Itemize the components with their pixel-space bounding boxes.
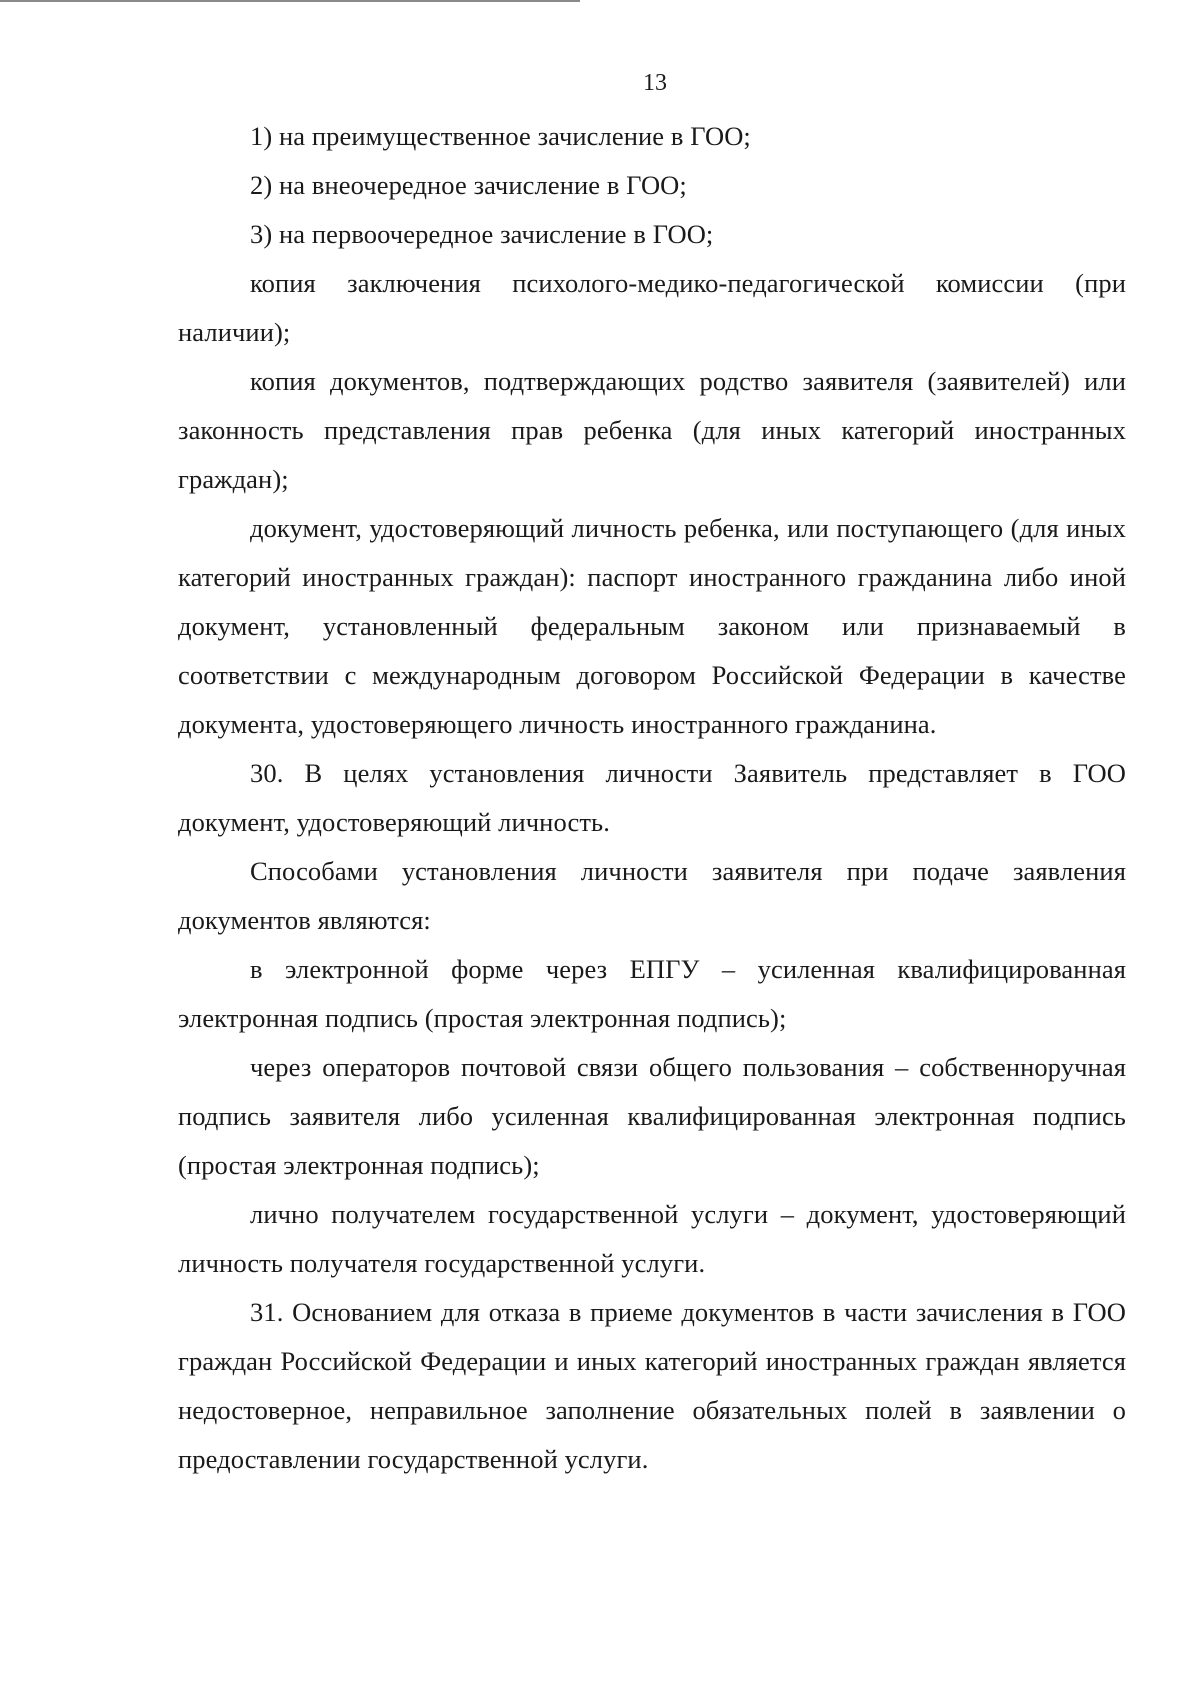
paragraph-in-person: лично получателем государственной услуги – документ, удостоверяющий личность получателя государственной услуги.: [178, 1199, 1126, 1278]
paragraph-kinship-documents: копия документов, подтверждающих родство заявителя (заявителей) или законность представления прав ребенка (для иных категорий иностранных граждан);: [178, 366, 1126, 494]
page-number: 13: [643, 70, 667, 96]
scan-edge-line: [0, 0, 580, 2]
paragraph-child-identity-document: документ, удостоверяющий личность ребенка, или поступающего (для иных категорий иностранных граждан): паспорт иностранного гражданина либо иной документ, установленный федеральным законом или признаваемый в соответствии с международным договором Российской Федерации в качестве документа, удостоверяющего личность иностранного гражданина.: [178, 513, 1126, 739]
paragraph-identification-methods: Способами установления личности заявителя при подаче заявления документов являются:: [178, 856, 1126, 935]
document-body: [178, 112, 1126, 1484]
list-item: 3) на первоочередное зачисление в ГОО;: [250, 219, 714, 249]
paragraph-epgu-signature: в электронной форме через ЕПГУ – усиленная квалифицированная электронная подпись (простая электронная подпись);: [178, 954, 1126, 1033]
list-item: 2) на внеочередное зачисление в ГОО;: [250, 170, 687, 200]
paragraph-psychological-commission: копия заключения психолого-медико-педагогической комиссии (при наличии);: [178, 268, 1126, 347]
list-item: 1) на преимущественное зачисление в ГОО;: [250, 121, 751, 151]
paragraph-postal-signature: через операторов почтовой связи общего пользования – собственноручная подпись заявителя либо усиленная квалифицированная электронная подпись (простая электронная подпись);: [178, 1052, 1126, 1180]
paragraph-item-31: 31. Основанием для отказа в приеме документов в части зачисления в ГОО граждан Российской Федерации и иных категорий иностранных граждан является недостоверное, неправильное заполнение обязательных полей в заявлении о предоставлении государственной услуги.: [178, 1297, 1126, 1474]
paragraph-item-30: 30. В целях установления личности Заявитель представляет в ГОО документ, удостоверяющий личность.: [178, 758, 1126, 837]
